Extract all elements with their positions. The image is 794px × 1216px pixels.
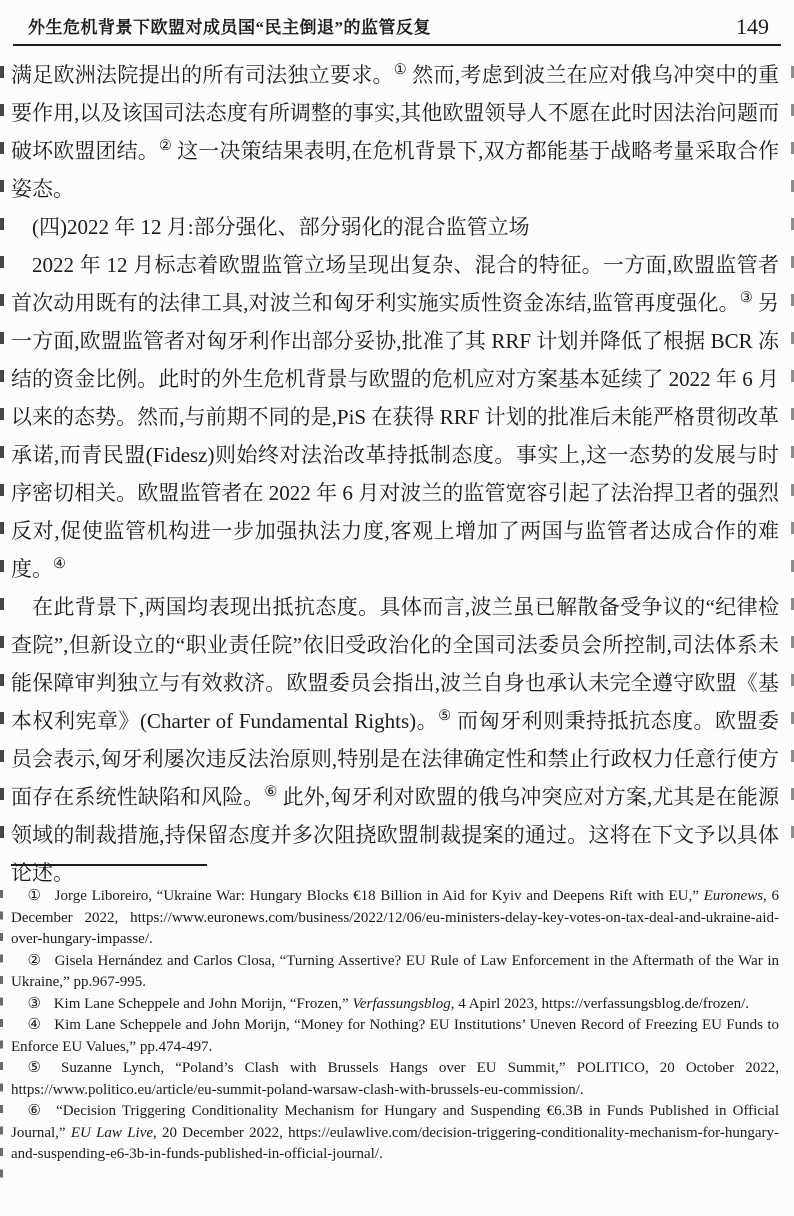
section-heading [11, 208, 779, 246]
page-number: 149 [736, 14, 769, 39]
footnote-ref: ① [393, 62, 407, 78]
text-run: 此外,匈牙利对欧盟的俄乌冲突应对方案,尤其是在能源领域的制裁措施,持保留态度并多次阻挠欧盟制裁提案的通过。这将在下文予以具体论述。 [11, 785, 779, 885]
scan-edge-artifact-left [0, 66, 4, 848]
text-run: Kim Lane Scheppele and John Morijn, “Money for Nothing? EU Institutions’ Uneven Record of Freezing EU Funds to Enforce EU Values,” pp.474-497. [11, 1017, 779, 1055]
footnote-item [11, 1015, 779, 1058]
italic-text: Verfassungsblog [352, 995, 451, 1012]
footnote-marker: ⑥ [27, 1103, 44, 1119]
footnote-item [11, 1101, 779, 1166]
footnote-item [11, 1058, 779, 1101]
footnote-marker: ② [27, 952, 42, 969]
text-run: 满足欧洲法院提出的所有司法独立要求。 [11, 63, 394, 87]
footnote-item [11, 886, 779, 951]
footnote-list [11, 886, 779, 1166]
footnote-marker: ⑤ [27, 1060, 49, 1076]
footnote-marker: ① [27, 888, 42, 904]
text-run: (四)2022 年 12 月:部分强化、部分弱化的混合监管立场 [32, 215, 530, 239]
text-run: , 6 December 2022, https://www.euronews.com/business/2022/12/06/eu-ministers-delay-key-votes-on-tax-deal-and-ukraine-aid-over-hungary-impasse/. [11, 888, 780, 947]
text-run: “Decision Triggering Conditionality Mechanism for Hungary and Suspending €6.3B in Funds Published in Official Journal,” [11, 1103, 779, 1141]
footnote-ref: ⑥ [264, 784, 278, 800]
text-run: 在此背景下,两国均表现出抵抗态度。具体而言,波兰虽已解散备受争议的“纪律检查院”,但新设立的“职业责任院”依旧受政治化的全国司法委员会所控制,司法体系未能保障审判独立与有效救济。欧盟委员会指出,波兰自身也承认未完全遵守欧盟《基本权利宪章》(Charter of Fundamental Rights)。 [11, 595, 779, 733]
body-text [11, 56, 779, 892]
footnote-ref: ⑤ [438, 708, 452, 724]
footnote-ref: ④ [53, 556, 66, 572]
text-run: 然而,考虑到波兰在应对俄乌冲突中的重要作用,以及该国司法态度有所调整的事实,其他欧盟领导人不愿在此时因法治问题而破坏欧盟团结。 [11, 63, 780, 163]
running-head-title: 外生危机背景下欧盟对成员国“民主倒退”的监管反复 [28, 18, 431, 37]
italic-text: Euronews [703, 888, 764, 904]
footnote-marker: ④ [27, 1017, 42, 1033]
text-run: , 20 December 2022, https://eulawlive.com/decision-triggering-conditionality-mechanism-for-hungary-and-suspending-e6-3b-in-funds-published-in-official-journal/. [11, 1124, 779, 1162]
text-run: 另一方面,欧盟监管者对匈牙利作出部分妥协,批准了其 RRF 计划并降低了根据 BCR 冻结的资金比例。此时的外生危机背景与欧盟的危机应对方案基本延续了 2022 年 6 月以来的态势。然而,与前期不同的是,PiS 在获得 RRF 计划的批准后未能严格贯彻改革承诺,而青民盟(Fidesz)则始终对法治改革持抵制态度。事实上,这一态势的发展与时序密切相关。欧盟监管者在 2022 年 6 月对波兰的监管宽容引起了法治捍卫者的强烈反对,促使监管机构进一步加强执法力度,客观上增加了两国与监管者达成合作的难度。 [11, 291, 779, 581]
footnote-marker: ③ [27, 995, 41, 1012]
italic-text: EU Law Live [70, 1124, 154, 1141]
text-run: 2022 年 12 月标志着欧盟监管立场呈现出复杂、混合的特征。一方面,欧盟监管者首次动用既有的法律工具,对波兰和匈牙利实施实质性资金冻结,监管再度强化。 [11, 253, 779, 315]
text-run: Suzanne Lynch, “Poland’s Clash with Brussels Hangs over EU Summit,” POLITICO, 20 October 2022, https://www.politico.eu/article/eu-summit-poland-warsaw-clash-with-brussels-eu-commission/. [11, 1060, 779, 1098]
footnote-item [11, 951, 779, 994]
text-run: Gisela Hernández and Carlos Closa, “Turning Assertive? EU Rule of Law Enforcement in the Aftermath of the War in Ukraine,” pp.967-995. [11, 952, 779, 990]
footnote-item [11, 994, 779, 1016]
text-run: 这一决策结果表明,在危机背景下,双方都能基于战略考量采取合作姿态。 [11, 139, 779, 201]
scan-edge-artifact-footnotes [0, 890, 3, 1178]
footnote-ref: ② [158, 138, 172, 154]
paragraph [11, 246, 779, 588]
footnote-section [11, 864, 779, 1166]
footnote-separator [11, 864, 207, 866]
paragraph [11, 588, 779, 892]
footnote-ref: ③ [739, 290, 753, 306]
text-run: Jorge Liboreiro, “Ukraine War: Hungary Blocks €18 Billion in Aid for Kyiv and Deepens Rift with EU,” [54, 888, 704, 904]
text-run: Kim Lane Scheppele and John Morijn, “Frozen,” [53, 995, 353, 1012]
text-run: 而匈牙利则秉持抵抗态度。欧盟委员会表示,匈牙利屡次违反法治原则,特别是在法律确定性和禁止行政权力任意行使方面存在系统性缺陷和风险。 [11, 709, 779, 809]
paragraph-continuation [11, 56, 779, 208]
text-run: , 4 Apirl 2023, https://verfassungsblog.de/frozen/. [450, 995, 750, 1012]
running-head [13, 6, 781, 46]
